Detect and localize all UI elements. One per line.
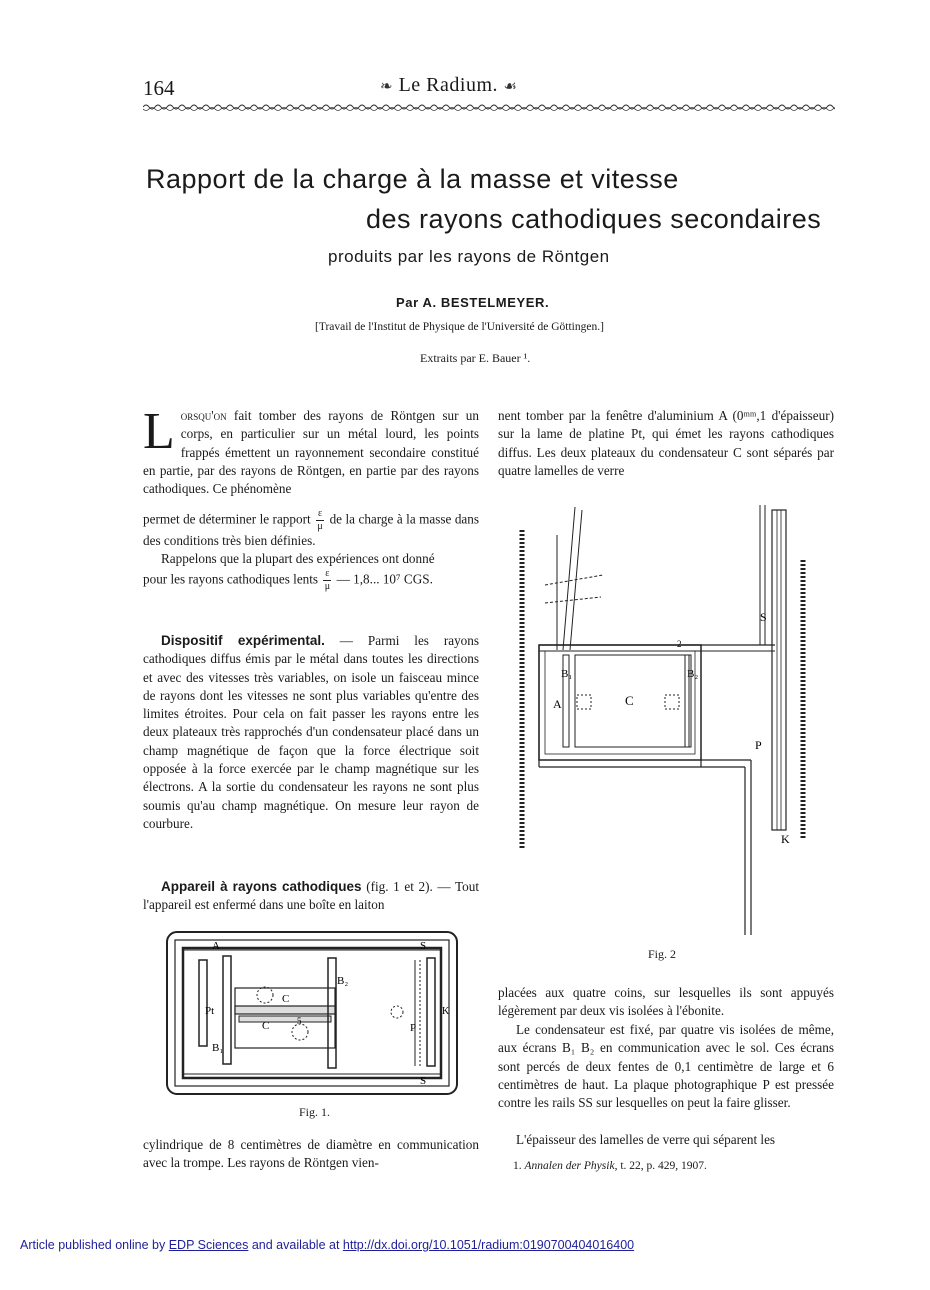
after-figure-1-paragraph: cylindrique de 8 centimètres de diamètre en communication avec la trompe. Les rayons de Röntgen vien- — [143, 1137, 479, 1171]
right-para-3: L'épaisseur des lamelles de verre qui séparent les — [516, 1132, 776, 1147]
ornament-right-icon: ☙ — [503, 79, 518, 95]
ratio-denominator: μ — [317, 521, 323, 532]
running-head — [380, 74, 517, 97]
fig1-label-C-bottom: C — [262, 1020, 270, 1032]
article-subtitle: produits par les rayons de Röntgen — [328, 247, 610, 266]
ratio-fraction — [316, 509, 324, 532]
fig1-label-C-top: C — [282, 993, 290, 1005]
extracts-line: Extraits par E. Bauer ¹. — [420, 351, 531, 365]
ornament-left-icon: ❧ — [380, 79, 394, 95]
fig2-label-P: P — [755, 738, 762, 752]
fig2-label-B2: B₂ — [687, 668, 699, 680]
drop-cap: L — [143, 403, 175, 460]
publication-credit — [20, 1238, 634, 1252]
footnote-ref: , t. 22, p. 429, 1907. — [614, 1160, 707, 1172]
fig1-label-5: 5 — [297, 1016, 302, 1026]
figure-2-diagram — [515, 505, 815, 945]
fig1-label-B1: B₁ — [212, 1042, 224, 1054]
fig2-label-A: A — [553, 697, 562, 711]
fig1-label-S-top: S — [420, 940, 427, 952]
page-number: 164 — [143, 76, 175, 100]
section-appareil — [143, 878, 479, 915]
recall-post: — 1,8... 10⁷ CGS. — [336, 571, 433, 587]
right-para-2: Le condensateur est fixé, par quatre vis isolées de même, aux écrans B₁ B₂ en communication avec le sol. Ces écrans sont percés de deux fentes de 0,1 centimètre de large et 6 centimètres de haut. La plaque photographique P est pressée contre les rails SS sur lesquelles on peut la faire glisser. — [498, 1022, 834, 1111]
ratio-pre: permet de déterminer le rapport — [143, 511, 311, 527]
recall-line: Rappelons que la plupart des expériences ont donné — [161, 551, 435, 567]
credit-prefix: Article published online by — [20, 1238, 169, 1252]
figure-1-caption: Fig. 1. — [299, 1105, 331, 1119]
intro-text: fait tomber des rayons de Röntgen sur un corps, en particulier sur un métal lourd, les points frappés émettent un rayonnement secondaire constitué en partie, par des rayons de Röntgen, en partie par des rayons cathodiques. Ce phénomène — [143, 408, 479, 497]
publisher-link[interactable]: EDP Sciences — [168, 1238, 249, 1252]
article-title-line2: des rayons cathodiques secondaires — [366, 204, 822, 234]
section-text-appareil: (fig. 1 et 2). — Tout l'appareil est enfermé dans une boîte en laiton — [143, 879, 479, 913]
fig2-label-C: C — [625, 693, 634, 708]
credit-middle: and available at — [248, 1238, 343, 1252]
footnote-number: 1. — [513, 1160, 522, 1172]
footnote — [513, 1160, 707, 1172]
fig2-label-S: S — [760, 610, 767, 624]
doi-link[interactable]: http://dx.doi.org/10.1051/radium:0190700404016400 — [342, 1238, 635, 1252]
fig1-label-Pt: Pt — [205, 1005, 215, 1017]
article-title-line1: Rapport de la charge à la masse et vitesse — [146, 164, 679, 194]
section-text-dispositif: — Parmi les rayons cathodiques diffus émis par le métal dans toutes les directions et avec des vitesses très variables, on isole un faisceau mince de rayons dont les vitesses ne sont plus variables qu'entre des limites étroites. Pour cela on fait passer les rayons entre les deux plateaux très rapprochés d'un condensateur placé dans un champ magnétique de façon que la force électrique soit opposée à la force exercée par le champ magnétique sur les électrons. A la sortie du condensateur les rayons ne sont plus soumis qu'au champ magnétique. On mesure leur rayon de courbure. — [143, 633, 480, 831]
recall-fraction — [323, 569, 331, 592]
recall-denominator: μ — [324, 580, 331, 592]
fig1-label-P: P — [410, 1022, 417, 1034]
fig2-label-B1: B₁ — [561, 668, 573, 680]
intro-smallcaps: orsqu'on — [180, 408, 227, 423]
institute-line: [Travail de l'Institut de Physique de l'Université de Göttingen.] — [315, 321, 604, 333]
ratio-paragraph — [143, 509, 479, 592]
ratio-post: de la charge à la masse dans des conditions très bien définies. — [143, 511, 480, 548]
figure-2-caption: Fig. 2 — [648, 947, 677, 961]
wavy-rule — [143, 100, 835, 114]
section-dispositif — [143, 632, 479, 833]
fig1-label-S-bottom: S — [420, 1075, 427, 1087]
intro-paragraph — [143, 403, 479, 498]
recall-numerator: ε — [325, 567, 330, 579]
figure-1-diagram — [165, 928, 460, 1098]
fig1-label-A: A — [212, 940, 220, 952]
author-line: Par A. BESTELMEYER. — [396, 295, 550, 310]
recall-pre: pour les rayons cathodiques lents — [143, 571, 319, 587]
section-heading-appareil: Appareil à rayons cathodiques — [161, 879, 362, 894]
fig1-label-B2: B₂ — [337, 975, 349, 987]
right-top-paragraph: nent tomber par la fenêtre d'aluminium A (0ᵐᵐ,1 d'épaisseur) sur la lame de platine Pt, qui émet les rayons cathodiques diffus. Les deux plateaux du condensateur C sont séparés par quatre lamelles de verre — [498, 408, 834, 478]
fig2-label-2: 2 — [677, 639, 682, 649]
footnote-journal: Annalen der Physik — [524, 1160, 615, 1172]
section-heading-dispositif: Dispositif expérimental. — [161, 633, 325, 648]
right-para-1: placées aux quatre coins, sur lesquelles ils sont appuyés légèrement par deux vis isolées à l'ébonite. — [498, 985, 834, 1019]
journal-name: Le Radium. — [398, 74, 499, 96]
fig2-label-K: K — [781, 832, 790, 846]
ratio-numerator: ε — [318, 508, 323, 519]
fig1-label-K: K — [442, 1006, 450, 1017]
